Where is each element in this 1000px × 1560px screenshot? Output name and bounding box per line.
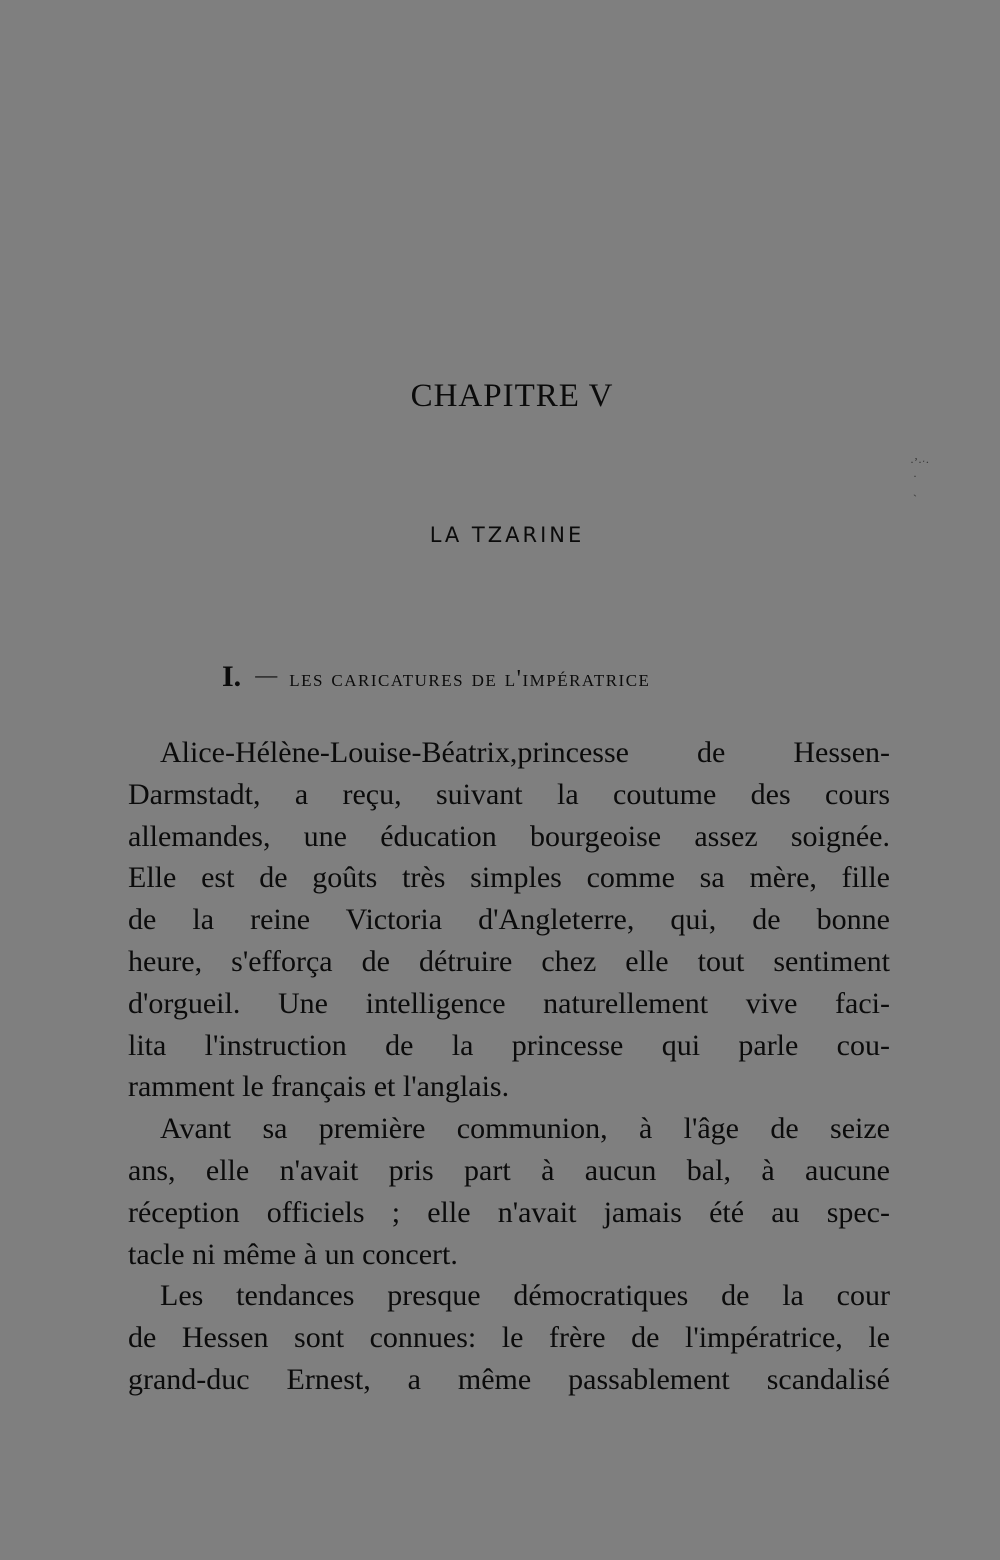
text-line: heure, s'efforça de détruire chez elle tout sentiment [128, 944, 890, 978]
text-line: Darmstadt, a reçu, suivant la coutume des cours [128, 777, 890, 811]
text-line: ans, elle n'avait pris part à aucun bal, à aucune [128, 1153, 890, 1187]
text-line: tacle ni même à un concert. [128, 1237, 458, 1271]
section-number: I. [222, 660, 242, 693]
text-line: ramment le français et l'anglais. [128, 1070, 510, 1104]
section-dash: — [255, 662, 278, 687]
chapter-title: CHAPITRE V [410, 378, 614, 414]
text-line: grand-duc Ernest, a même passablement scandalisé [128, 1362, 890, 1396]
text-line: lita l'instruction de la princesse qui parle cou- [128, 1028, 890, 1062]
text-line: allemandes, une éducation bourgeoise assez soignée. [128, 819, 890, 853]
text-line: Alice-Hélène-Louise-Béatrix,princesse de Hessen- [160, 736, 890, 769]
paper-speckles: ·ʼ·ˑ· · ˎ [910, 455, 930, 497]
chapter-subtitle: LA TZARINE [429, 523, 585, 547]
section-heading-text: les caricatures de l'impératrice [289, 666, 651, 692]
text-line: Elle est de goûts très simples comme sa mère, fille [128, 861, 890, 895]
text-line: réception officiels ; elle n'avait jamais été au spec- [128, 1195, 890, 1229]
text-line: Avant sa première communion, à l'âge de seize [160, 1112, 890, 1146]
text-line: de Hessen sont connues: le frère de l'impératrice, le [128, 1321, 890, 1355]
text-line: de la reine Victoria d'Angleterre, qui, de bonne [128, 903, 890, 937]
body-text [128, 732, 890, 1401]
text-line: d'orgueil. Une intelligence naturellement vive faci- [128, 986, 890, 1020]
section-heading [222, 660, 922, 694]
text-line: Les tendances presque démocratiques de la cour [160, 1279, 890, 1313]
